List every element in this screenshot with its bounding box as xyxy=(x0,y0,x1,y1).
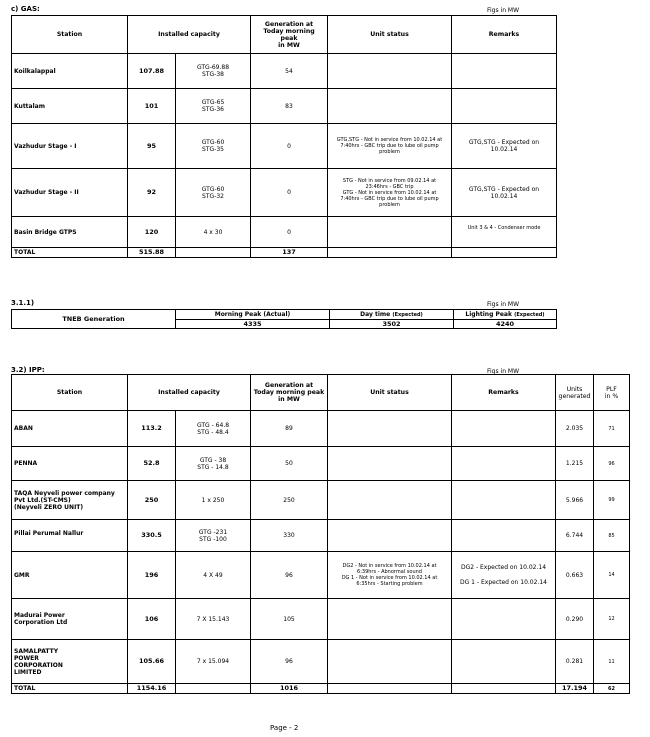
gas-section-title: c) GAS: xyxy=(11,5,40,13)
tneb-header-row xyxy=(12,310,557,320)
total-generation: 137 xyxy=(251,248,328,258)
capacity-value: 106 xyxy=(128,599,176,640)
tneb-table xyxy=(11,309,557,329)
unit-status xyxy=(328,520,452,552)
gas-header-generation: Generation at Today morning peak in MW xyxy=(251,16,328,54)
generation-value: 89 xyxy=(251,411,328,447)
capacity-value: 105.66 xyxy=(128,640,176,684)
table-row xyxy=(12,520,630,552)
ipp-section-title: 3.2) IPP: xyxy=(11,366,45,374)
table-row xyxy=(12,599,630,640)
ipp-header-capacity: Installed capacity xyxy=(128,375,251,411)
table-row xyxy=(12,552,630,599)
ipp-header-remarks: Remarks xyxy=(452,375,556,411)
generation-value: 330 xyxy=(251,520,328,552)
capacity-value: 95 xyxy=(128,124,176,169)
plf-value: 96 xyxy=(594,447,630,481)
empty-cell xyxy=(328,248,452,258)
unit-config: 4 x 30 xyxy=(176,217,251,248)
gas-header-station: Station xyxy=(12,16,128,54)
tneb-morning-peak-header: Morning Peak (Actual) xyxy=(176,310,330,320)
remarks: GTG,STG - Expected on 10.02.14 xyxy=(452,169,557,217)
units-generated: 6.744 xyxy=(556,520,594,552)
unit-status xyxy=(328,411,452,447)
total-plf: 62 xyxy=(594,684,630,694)
station-name: SAMALPATTY POWER CORPORATION LIMITED xyxy=(12,640,128,684)
unit-config: GTG-60 STG-32 xyxy=(176,169,251,217)
units-generated: 5.966 xyxy=(556,481,594,520)
total-row xyxy=(12,248,557,258)
station-name: ABAN xyxy=(12,411,128,447)
empty-cell xyxy=(452,684,556,694)
table-row xyxy=(12,411,630,447)
tneb-figs-label: Figs in MW xyxy=(487,301,520,308)
generation-value: 54 xyxy=(251,54,328,89)
station-name: Madurai Power Corporation Ltd xyxy=(12,599,128,640)
ipp-header-station: Station xyxy=(12,375,128,411)
empty-cell xyxy=(176,684,251,694)
units-generated: 0.281 xyxy=(556,640,594,684)
total-row xyxy=(12,684,630,694)
capacity-value: 196 xyxy=(128,552,176,599)
empty-cell xyxy=(176,248,251,258)
unit-config: 7 X 15.143 xyxy=(176,599,251,640)
unit-config: GTG-69.88 STG-38 xyxy=(176,54,251,89)
gas-header-row xyxy=(12,16,557,54)
generation-value: 50 xyxy=(251,447,328,481)
tneb-morning-peak-value: 4335 xyxy=(176,320,330,329)
unit-status xyxy=(328,599,452,640)
unit-config: 1 x 250 xyxy=(176,481,251,520)
empty-cell xyxy=(452,248,557,258)
unit-status xyxy=(328,89,452,124)
table-row xyxy=(12,124,557,169)
remarks xyxy=(452,481,556,520)
generation-value: 96 xyxy=(251,552,328,599)
unit-status xyxy=(328,217,452,248)
plf-value: 71 xyxy=(594,411,630,447)
unit-status xyxy=(328,54,452,89)
total-capacity: 1154.16 xyxy=(128,684,176,694)
capacity-value: 120 xyxy=(128,217,176,248)
generation-value: 0 xyxy=(251,169,328,217)
ipp-table xyxy=(11,374,630,694)
unit-status: GTG,STG - Not in service from 10.02.14 at 7:40hrs - GBC trip due to lube oil pump problem xyxy=(328,124,452,169)
plf-value: 11 xyxy=(594,640,630,684)
remarks: Unit 3 & 4 - Condenser mode xyxy=(452,217,557,248)
capacity-value: 113.2 xyxy=(128,411,176,447)
station-name: Vazhudur Stage - II xyxy=(12,169,128,217)
unit-status xyxy=(328,481,452,520)
table-row xyxy=(12,447,630,481)
remarks xyxy=(452,520,556,552)
unit-status xyxy=(328,640,452,684)
generation-value: 96 xyxy=(251,640,328,684)
table-row xyxy=(12,54,557,89)
generation-value: 250 xyxy=(251,481,328,520)
station-name: PENNA xyxy=(12,447,128,481)
remarks: GTG,STG - Expected on 10.02.14 xyxy=(452,124,557,169)
unit-status: STG - Not in service from 09.02.14 at 23:46hrs - GBC trip GTG - Not in service from 10.02.14 at 7:40hrs - GBC trip due to lube oil pump problem xyxy=(328,169,452,217)
plf-value: 14 xyxy=(594,552,630,599)
total-capacity: 515.88 xyxy=(128,248,176,258)
capacity-value: 92 xyxy=(128,169,176,217)
gas-header-unit-status: Unit status xyxy=(328,16,452,54)
unit-config: 7 x 15.094 xyxy=(176,640,251,684)
remarks xyxy=(452,89,557,124)
ipp-figs-label: Figs in MW xyxy=(487,368,520,375)
capacity-value: 250 xyxy=(128,481,176,520)
table-row xyxy=(12,481,630,520)
ipp-header-plf: PLF in % xyxy=(594,375,630,411)
units-generated: 1.215 xyxy=(556,447,594,481)
station-name: Koilkalappal xyxy=(12,54,128,89)
remarks xyxy=(452,599,556,640)
unit-config: GTG - 38 STG - 14.8 xyxy=(176,447,251,481)
plf-value: 85 xyxy=(594,520,630,552)
remarks xyxy=(452,447,556,481)
remarks xyxy=(452,640,556,684)
gas-header-remarks: Remarks xyxy=(452,16,557,54)
generation-value: 0 xyxy=(251,217,328,248)
tneb-day-time-value: 3502 xyxy=(330,320,454,329)
generation-value: 0 xyxy=(251,124,328,169)
station-name: Kuttalam xyxy=(12,89,128,124)
capacity-value: 330.5 xyxy=(128,520,176,552)
total-units-generated: 17.194 xyxy=(556,684,594,694)
unit-config: GTG-65 STG-36 xyxy=(176,89,251,124)
unit-status: DG2 - Not in service from 10.02.14 at 6:39hrs - Abnormal sound DG 1 - Not in service from 10.02.14 at 6:35hrs - Starting problem xyxy=(328,552,452,599)
table-row xyxy=(12,89,557,124)
table-row xyxy=(12,640,630,684)
units-generated: 0.663 xyxy=(556,552,594,599)
ipp-header-row xyxy=(12,375,630,411)
unit-config: 4 X 49 xyxy=(176,552,251,599)
tneb-lighting-peak-value: 4240 xyxy=(454,320,557,329)
empty-cell xyxy=(328,684,452,694)
station-name: GMR xyxy=(12,552,128,599)
gas-figs-label: Figs in MW xyxy=(487,7,520,14)
plf-value: 99 xyxy=(594,481,630,520)
total-label: TOTAL xyxy=(12,684,128,694)
remarks xyxy=(452,411,556,447)
table-row xyxy=(12,217,557,248)
station-name: Vazhudur Stage - I xyxy=(12,124,128,169)
units-generated: 2.035 xyxy=(556,411,594,447)
station-name: Pillai Perumal Nallur xyxy=(12,520,128,552)
unit-status xyxy=(328,447,452,481)
generation-value: 105 xyxy=(251,599,328,640)
unit-config: GTG -231 STG -100 xyxy=(176,520,251,552)
unit-config: GTG - 64.8 STG - 48.4 xyxy=(176,411,251,447)
total-label: TOTAL xyxy=(12,248,128,258)
capacity-value: 107.88 xyxy=(128,54,176,89)
tneb-section-title: 3.1.1) xyxy=(11,299,35,307)
remarks xyxy=(452,54,557,89)
page-number: Page - 2 xyxy=(270,724,299,732)
tneb-lighting-peak-header: Lighting Peak (Expected) xyxy=(454,310,557,320)
gas-table xyxy=(11,15,557,258)
table-row xyxy=(12,169,557,217)
capacity-value: 52.8 xyxy=(128,447,176,481)
unit-config: GTG-60 STG-35 xyxy=(176,124,251,169)
capacity-value: 101 xyxy=(128,89,176,124)
units-generated: 0.290 xyxy=(556,599,594,640)
total-generation: 1016 xyxy=(251,684,328,694)
remarks: DG2 - Expected on 10.02.14 DG 1 - Expected on 10.02.14 xyxy=(452,552,556,599)
station-name: Basin Bridge GTPS xyxy=(12,217,128,248)
generation-value: 83 xyxy=(251,89,328,124)
station-name: TAQA Neyveli power company Pvt Ltd.(ST-CMS) (Neyveli ZERO UNIT) xyxy=(12,481,128,520)
tneb-day-time-header: Day time (Expected) xyxy=(330,310,454,320)
tneb-generation-label: TNEB Generation xyxy=(12,310,176,329)
plf-value: 12 xyxy=(594,599,630,640)
ipp-header-generation: Generation at Today morning peak in MW xyxy=(251,375,328,411)
ipp-header-unit-status: Unit status xyxy=(328,375,452,411)
gas-header-capacity: Installed capacity xyxy=(128,16,251,54)
ipp-header-units-generated: Units generated xyxy=(556,375,594,411)
